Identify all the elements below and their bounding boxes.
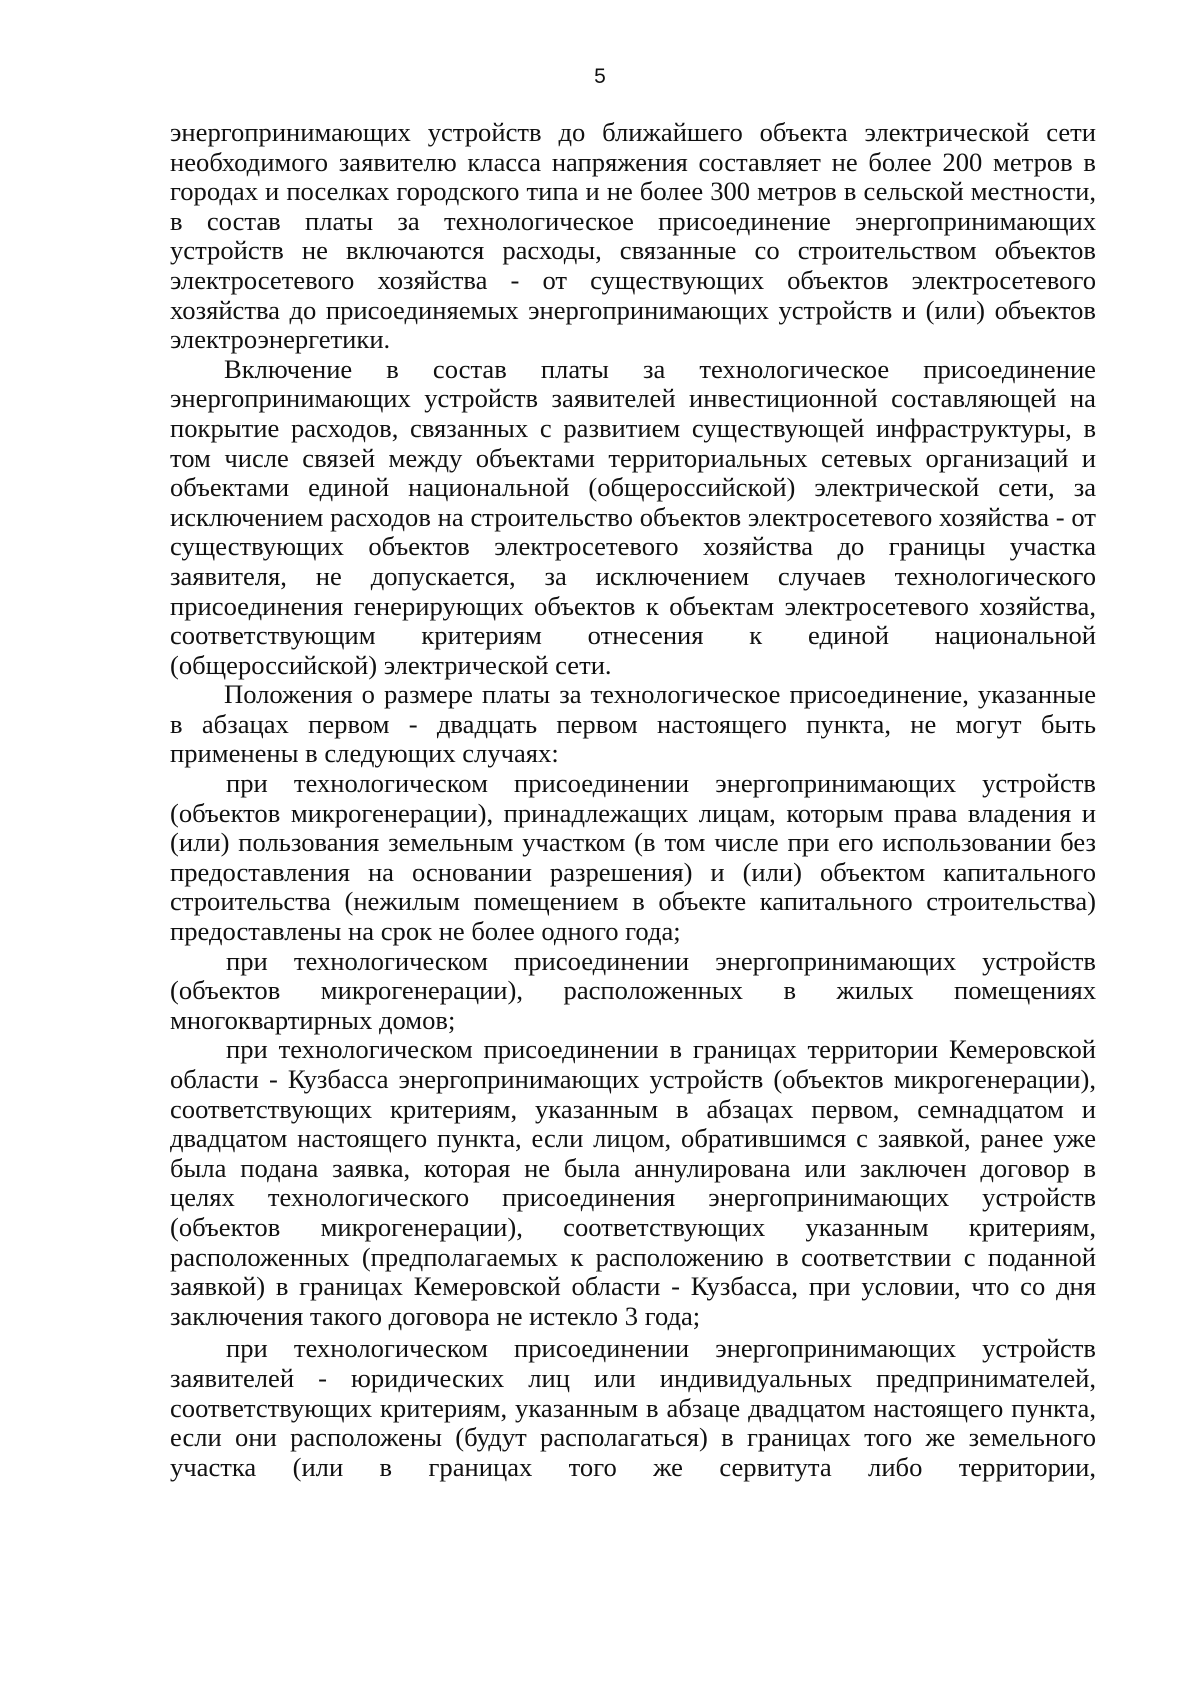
list-item-residential-premises: при технологическом присоединении энергопринимающих устройств (объектов микрогенерации), расположенных в жилых помещениях многоквартирных домов;: [170, 945, 1096, 1035]
list-item-short-term-rights: при технологическом присоединении энергопринимающих устройств (объектов микрогенерации), принадлежащих лицам, которым права владения и (или) пользования земельным участком (в том числе при его использовании без предоставления на основании разрешения) и (или) объектом капитального строительства (нежилым помещением в объекте капитального строительства) предоставлены на срок не более одного года;: [170, 768, 1096, 947]
list-item-legal-entities: при технологическом присоединении энергопринимающих устройств заявителей - юридических лиц или индивидуальных предпринимателей, соответствующих критериям, указанным в абзаце двадцатом настоящего пункта, если они расположены (будут располагаться) в границах того же земельного участка (или в границах того же сервитута либо территории,: [170, 1333, 1096, 1482]
paragraph-investment-component: Включение в состав платы за технологическое присоединение энергопринимающих устройств заявителей инвестиционной составляющей на покрытие расходов, связанных с развитием существующей инфраструктуры, в том числе связей между объектами территориальных сетевых организаций и объектами единой национальной (общероссийской) электрической сети, за исключением расходов на строительство объектов электросетевого хозяйства - от существующих объектов электросетевого хозяйства до границы участка заявителя, не допускается, за исключением случаев технологического присоединения генерирующих объектов к объектам электросетевого хозяйства, соответствующим критериям отнесения к единой национальной (общероссийской) электрической сети.: [170, 353, 1096, 680]
paragraph-fee-exceptions-intro: Положения о размере платы за технологическое присоединение, указанные в абзацах первом - двадцать первом настоящего пункта, не могут быть применены в следующих случаях:: [170, 679, 1096, 769]
paragraph-continuation: энергопринимающих устройств до ближайшего объекта электрической сети необходимого заявителю класса напряжения составляет не более 200 метров в городах и поселках городского типа и не более 300 метров в сельской местности, в состав платы за технологическое присоединение энергопринимающих устройств не включаются расходы, связанные со строительством объектов электросетевого хозяйства - от существующих объектов электросетевого хозяйства до присоединяемых энергопринимающих устройств и (или) объектов электроэнергетики.: [170, 117, 1096, 355]
list-item-repeat-application: при технологическом присоединении в границах территории Кемеровской области - Кузбасса энергопринимающих устройств (объектов микрогенерации), соответствующих критериям, указанным в абзацах первом, семнадцатом и двадцатом настоящего пункта, если лицом, обратившимся с заявкой, ранее уже была подана заявка, которая не была аннулирована или заключен договор в целях технологического присоединения энергопринимающих устройств (объектов микрогенерации), соответствующих указанным критериям, расположенных (предполагаемых к расположению в соответствии с поданной заявкой) в границах Кемеровской области - Кузбасса, при условии, что со дня заключения такого договора не истекло 3 года;: [170, 1034, 1096, 1331]
page-number: 5: [594, 65, 606, 88]
document-body: [170, 118, 1096, 1482]
